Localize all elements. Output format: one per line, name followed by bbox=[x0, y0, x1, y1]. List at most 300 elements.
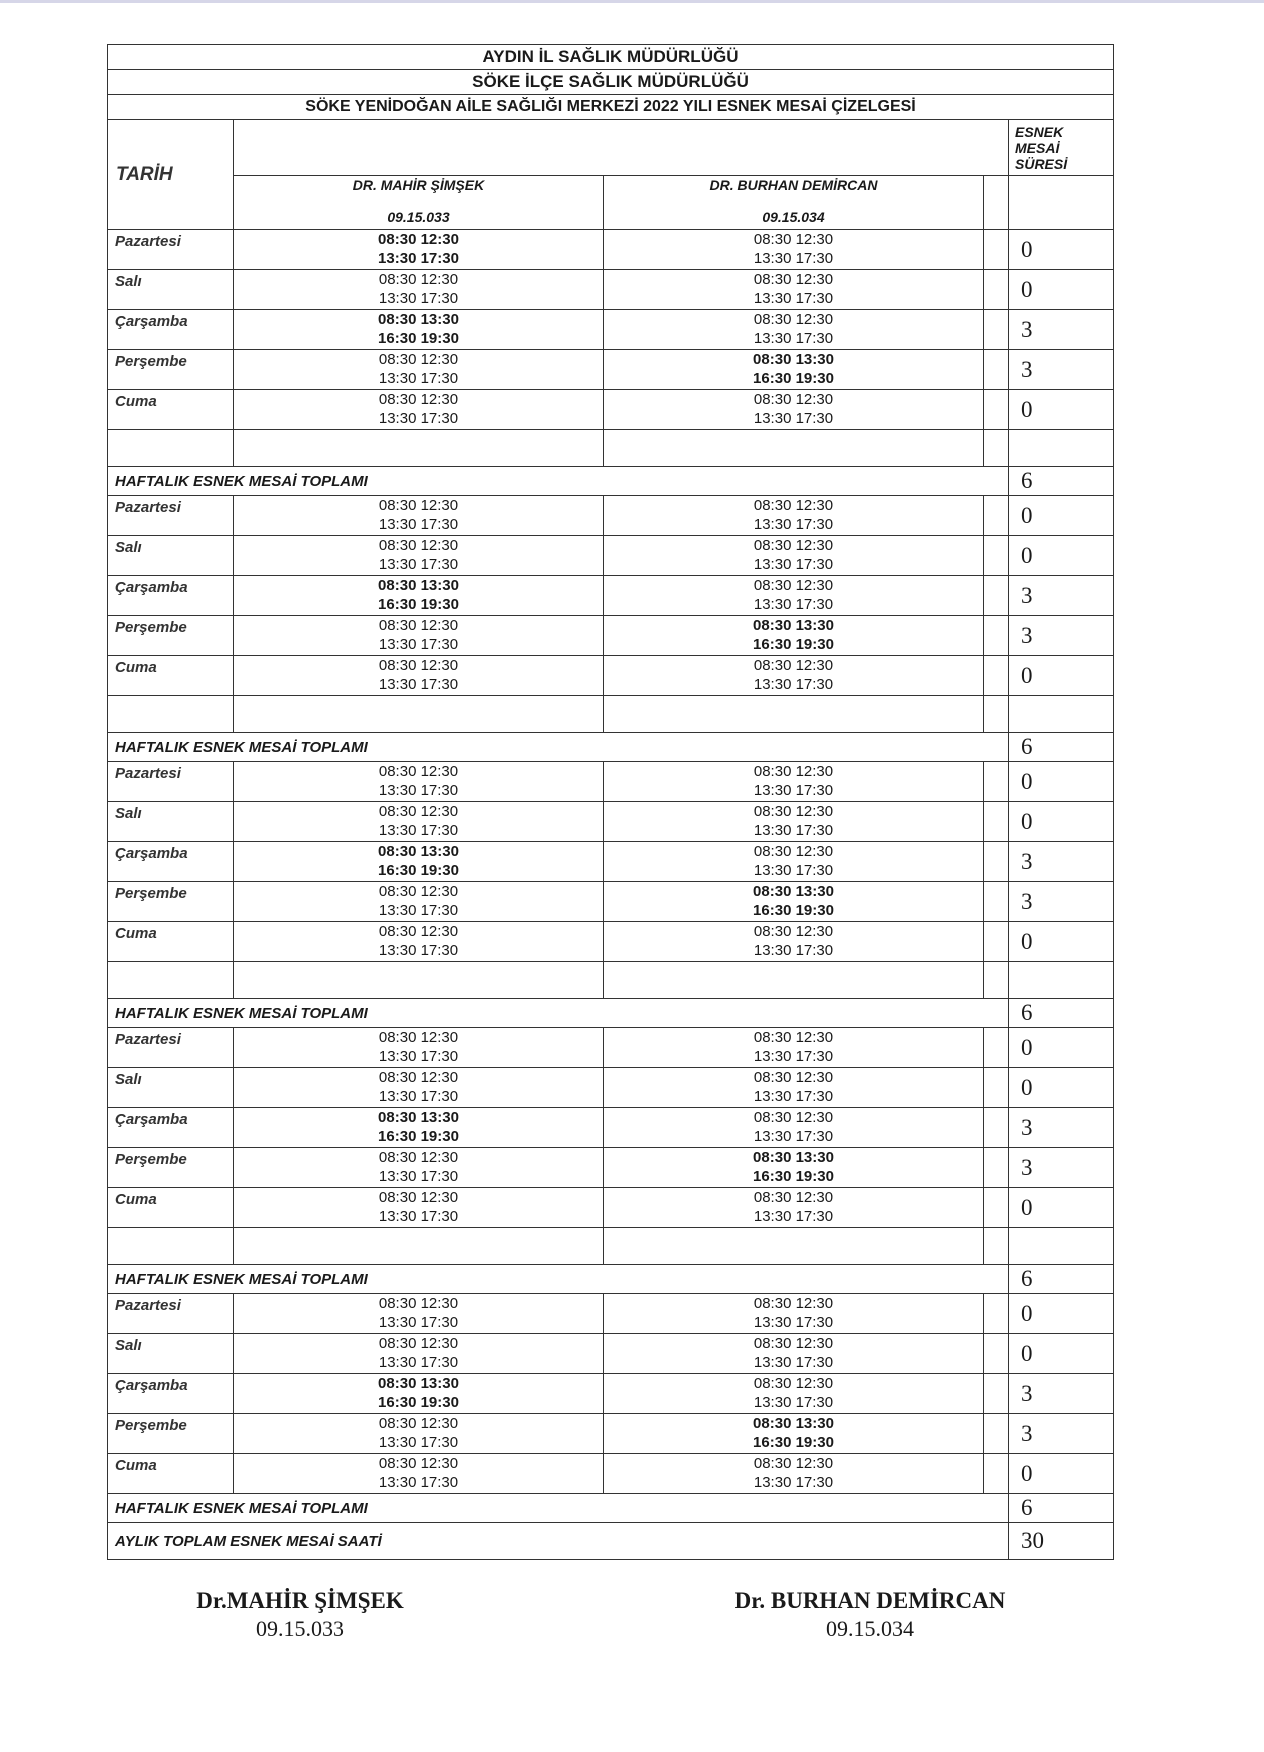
doctor1-hours-cell bbox=[234, 1414, 604, 1454]
doctor2-hours-cell bbox=[604, 802, 984, 842]
time-range: 08:30 12:30 bbox=[753, 1069, 834, 1086]
day-cell: Salı bbox=[108, 1068, 234, 1108]
header-blank bbox=[234, 120, 1009, 176]
time-range: 08:30 12:30 bbox=[753, 1375, 834, 1392]
doctor1-hours-cell bbox=[234, 576, 604, 616]
day-cell: Çarşamba bbox=[108, 1108, 234, 1148]
spacer-cell bbox=[604, 430, 984, 467]
narrow-cell bbox=[984, 576, 1009, 616]
doctor2-name: DR. BURHAN DEMİRCAN bbox=[709, 177, 878, 193]
weekly-total-value: 6 bbox=[1009, 733, 1114, 762]
time-range: 08:30 12:30 bbox=[378, 497, 459, 514]
narrow-cell bbox=[984, 1188, 1009, 1228]
weekly-total-row bbox=[108, 1494, 1114, 1523]
signature-right-name: Dr. BURHAN DEMİRCAN bbox=[734, 1588, 1006, 1613]
weekly-total-label: HAFTALIK ESNEK MESAİ TOPLAMI bbox=[108, 1494, 1009, 1523]
table-row bbox=[108, 230, 1114, 270]
flex-hours-cell: 0 bbox=[1009, 1334, 1114, 1374]
doctor1-hours-cell bbox=[234, 496, 604, 536]
header-line-1: AYDIN İL SAĞLIK MÜDÜRLÜĞÜ bbox=[108, 45, 1114, 70]
time-range: 16:30 19:30 bbox=[753, 902, 834, 919]
doctor1-hours-cell bbox=[234, 762, 604, 802]
time-range: 08:30 12:30 bbox=[378, 351, 459, 368]
spacer-row bbox=[108, 962, 1114, 999]
time-range: 13:30 17:30 bbox=[378, 942, 459, 959]
spacer-cell bbox=[108, 430, 234, 467]
time-range: 08:30 12:30 bbox=[378, 271, 459, 288]
doctor2-hours-cell bbox=[604, 616, 984, 656]
doctor1-hours-cell bbox=[234, 1334, 604, 1374]
time-range: 08:30 12:30 bbox=[378, 1149, 459, 1166]
day-cell: Pazartesi bbox=[108, 1294, 234, 1334]
doctor1-hours-cell bbox=[234, 310, 604, 350]
header-line-3: SÖKE YENİDOĞAN AİLE SAĞLIĞI MERKEZİ 2022 YILI ESNEK MESAİ ÇİZELGESİ bbox=[108, 95, 1114, 120]
doctor2-hours-cell bbox=[604, 576, 984, 616]
time-range: 08:30 12:30 bbox=[378, 537, 459, 554]
narrow-cell bbox=[984, 882, 1009, 922]
doctor1-hours-cell bbox=[234, 882, 604, 922]
doctor2-hours-cell bbox=[604, 1028, 984, 1068]
table-row bbox=[108, 656, 1114, 696]
doctor1-hours-cell bbox=[234, 1148, 604, 1188]
weekly-total-row bbox=[108, 733, 1114, 762]
header-line-2: SÖKE İLÇE SAĞLIK MÜDÜRLÜĞÜ bbox=[108, 70, 1114, 95]
time-range: 08:30 12:30 bbox=[378, 1335, 459, 1352]
day-cell: Perşembe bbox=[108, 1414, 234, 1454]
table-row bbox=[108, 1028, 1114, 1068]
day-cell: Cuma bbox=[108, 1454, 234, 1494]
table-row bbox=[108, 1454, 1114, 1494]
flex-hours-cell: 0 bbox=[1009, 802, 1114, 842]
doctor2-hours-cell bbox=[604, 1334, 984, 1374]
day-cell: Salı bbox=[108, 1334, 234, 1374]
flex-hours-cell: 0 bbox=[1009, 762, 1114, 802]
weekly-total-value: 6 bbox=[1009, 1265, 1114, 1294]
narrow-cell bbox=[984, 1414, 1009, 1454]
doctor2-hours-cell bbox=[604, 1068, 984, 1108]
time-range: 08:30 12:30 bbox=[378, 923, 459, 940]
time-range: 08:30 12:30 bbox=[753, 923, 834, 940]
time-range: 08:30 12:30 bbox=[753, 311, 834, 328]
flex-hours-cell: 3 bbox=[1009, 1374, 1114, 1414]
time-range: 08:30 12:30 bbox=[378, 1029, 459, 1046]
day-cell: Cuma bbox=[108, 390, 234, 430]
doctor1-hours-cell bbox=[234, 1454, 604, 1494]
tarih-header: TARİH bbox=[108, 120, 234, 230]
time-range: 13:30 17:30 bbox=[378, 822, 459, 839]
time-range: 08:30 12:30 bbox=[378, 1189, 459, 1206]
time-range: 08:30 12:30 bbox=[753, 1335, 834, 1352]
flex-hours-cell: 0 bbox=[1009, 922, 1114, 962]
table-row bbox=[108, 1148, 1114, 1188]
time-range: 13:30 17:30 bbox=[753, 596, 834, 613]
doctor1-hours-cell bbox=[234, 1068, 604, 1108]
doctor2-hours-cell bbox=[604, 842, 984, 882]
time-range: 08:30 12:30 bbox=[753, 657, 834, 674]
time-range: 13:30 17:30 bbox=[378, 250, 459, 267]
time-range: 16:30 19:30 bbox=[753, 1434, 834, 1451]
doctor1-hours-cell bbox=[234, 536, 604, 576]
table-row bbox=[108, 536, 1114, 576]
spacer-cell bbox=[984, 696, 1009, 733]
flex-hours-cell: 0 bbox=[1009, 1454, 1114, 1494]
table-row bbox=[108, 1188, 1114, 1228]
doctor2-hours-cell bbox=[604, 536, 984, 576]
table-row bbox=[108, 842, 1114, 882]
time-range: 13:30 17:30 bbox=[378, 782, 459, 799]
signature-left-name: Dr.MAHİR ŞİMŞEK bbox=[196, 1588, 404, 1613]
time-range: 08:30 13:30 bbox=[753, 617, 834, 634]
doctor1-hours-cell bbox=[234, 1294, 604, 1334]
time-range: 08:30 12:30 bbox=[753, 1295, 834, 1312]
narrow-cell bbox=[984, 762, 1009, 802]
doctor1-hours-cell bbox=[234, 802, 604, 842]
doctor2-header bbox=[604, 176, 984, 230]
doctor1-hours-cell bbox=[234, 350, 604, 390]
table-row bbox=[108, 390, 1114, 430]
flex-hours-cell: 3 bbox=[1009, 616, 1114, 656]
time-range: 08:30 12:30 bbox=[378, 617, 459, 634]
narrow-cell bbox=[984, 656, 1009, 696]
esnek-col-blank bbox=[1009, 176, 1114, 230]
spacer-cell bbox=[108, 962, 234, 999]
spacer-cell bbox=[984, 1228, 1009, 1265]
narrow-cell bbox=[984, 1454, 1009, 1494]
flex-hours-cell: 3 bbox=[1009, 1148, 1114, 1188]
time-range: 08:30 12:30 bbox=[378, 803, 459, 820]
time-range: 13:30 17:30 bbox=[753, 862, 834, 879]
day-cell: Perşembe bbox=[108, 616, 234, 656]
esnek-header-line-2: MESAİ bbox=[1015, 140, 1060, 156]
spacer-cell bbox=[984, 430, 1009, 467]
spacer-cell bbox=[234, 962, 604, 999]
time-range: 13:30 17:30 bbox=[753, 1208, 834, 1225]
monthly-total-value: 30 bbox=[1009, 1523, 1114, 1560]
narrow-cell bbox=[984, 390, 1009, 430]
time-range: 08:30 12:30 bbox=[378, 657, 459, 674]
time-range: 08:30 12:30 bbox=[753, 803, 834, 820]
narrow-col-blank bbox=[984, 176, 1009, 230]
flex-hours-cell: 0 bbox=[1009, 230, 1114, 270]
time-range: 16:30 19:30 bbox=[378, 1394, 459, 1411]
doctor2-hours-cell bbox=[604, 1414, 984, 1454]
doctor2-code: 09.15.034 bbox=[762, 209, 825, 225]
doctor1-hours-cell bbox=[234, 842, 604, 882]
flex-hours-cell: 0 bbox=[1009, 536, 1114, 576]
time-range: 08:30 12:30 bbox=[753, 763, 834, 780]
table-row bbox=[108, 576, 1114, 616]
day-cell: Salı bbox=[108, 270, 234, 310]
day-cell: Pazartesi bbox=[108, 496, 234, 536]
weekly-total-label: HAFTALIK ESNEK MESAİ TOPLAMI bbox=[108, 999, 1009, 1028]
time-range: 08:30 13:30 bbox=[378, 1109, 459, 1126]
spacer-row bbox=[108, 1228, 1114, 1265]
doctor1-hours-cell bbox=[234, 616, 604, 656]
doctor2-hours-cell bbox=[604, 270, 984, 310]
doctor2-hours-cell bbox=[604, 1108, 984, 1148]
doctor1-hours-cell bbox=[234, 390, 604, 430]
time-range: 13:30 17:30 bbox=[378, 1314, 459, 1331]
doctor2-hours-cell bbox=[604, 882, 984, 922]
time-range: 13:30 17:30 bbox=[378, 290, 459, 307]
doctor2-hours-cell bbox=[604, 1454, 984, 1494]
doctor2-hours-cell bbox=[604, 390, 984, 430]
doctor1-hours-cell bbox=[234, 922, 604, 962]
monthly-total-row bbox=[108, 1523, 1114, 1560]
narrow-cell bbox=[984, 310, 1009, 350]
time-range: 13:30 17:30 bbox=[753, 1394, 834, 1411]
signature-right-code: 09.15.034 bbox=[826, 1616, 914, 1641]
spacer-cell bbox=[1009, 696, 1114, 733]
time-range: 08:30 12:30 bbox=[378, 883, 459, 900]
flex-hours-cell: 0 bbox=[1009, 390, 1114, 430]
flex-hours-cell: 3 bbox=[1009, 882, 1114, 922]
day-cell: Çarşamba bbox=[108, 1374, 234, 1414]
time-range: 13:30 17:30 bbox=[753, 516, 834, 533]
time-range: 08:30 12:30 bbox=[378, 1415, 459, 1432]
day-cell: Perşembe bbox=[108, 1148, 234, 1188]
table-row bbox=[108, 762, 1114, 802]
day-cell: Salı bbox=[108, 802, 234, 842]
table-row bbox=[108, 802, 1114, 842]
flex-hours-cell: 0 bbox=[1009, 270, 1114, 310]
time-range: 13:30 17:30 bbox=[378, 902, 459, 919]
narrow-cell bbox=[984, 1294, 1009, 1334]
flex-hours-cell: 3 bbox=[1009, 576, 1114, 616]
schedule-table bbox=[107, 44, 1114, 1560]
narrow-cell bbox=[984, 1148, 1009, 1188]
day-cell: Perşembe bbox=[108, 350, 234, 390]
time-range: 08:30 12:30 bbox=[753, 537, 834, 554]
narrow-cell bbox=[984, 842, 1009, 882]
signature-left-code: 09.15.033 bbox=[256, 1616, 344, 1641]
time-range: 13:30 17:30 bbox=[753, 330, 834, 347]
narrow-cell bbox=[984, 1068, 1009, 1108]
table-row bbox=[108, 1414, 1114, 1454]
time-range: 08:30 12:30 bbox=[753, 843, 834, 860]
time-range: 08:30 12:30 bbox=[378, 391, 459, 408]
table-row bbox=[108, 1374, 1114, 1414]
spacer-cell bbox=[108, 1228, 234, 1265]
time-range: 08:30 12:30 bbox=[378, 763, 459, 780]
table-row bbox=[108, 496, 1114, 536]
doctor1-code: 09.15.033 bbox=[387, 209, 450, 225]
weekly-total-row bbox=[108, 999, 1114, 1028]
doctor1-name: DR. MAHİR ŞİMŞEK bbox=[352, 177, 485, 193]
time-range: 13:30 17:30 bbox=[753, 822, 834, 839]
doctor2-hours-cell bbox=[604, 350, 984, 390]
spacer-row bbox=[108, 696, 1114, 733]
time-range: 08:30 13:30 bbox=[753, 883, 834, 900]
day-cell: Salı bbox=[108, 536, 234, 576]
esnek-header-line-3: SÜRESİ bbox=[1015, 156, 1068, 172]
time-range: 13:30 17:30 bbox=[378, 516, 459, 533]
time-range: 13:30 17:30 bbox=[753, 942, 834, 959]
flex-hours-cell: 0 bbox=[1009, 656, 1114, 696]
time-range: 16:30 19:30 bbox=[378, 1128, 459, 1145]
weekly-total-value: 6 bbox=[1009, 1494, 1114, 1523]
time-range: 08:30 12:30 bbox=[753, 271, 834, 288]
day-cell: Pazartesi bbox=[108, 762, 234, 802]
time-range: 13:30 17:30 bbox=[753, 1088, 834, 1105]
spacer-cell bbox=[604, 696, 984, 733]
weekly-total-value: 6 bbox=[1009, 999, 1114, 1028]
spacer-cell bbox=[1009, 1228, 1114, 1265]
time-range: 08:30 12:30 bbox=[753, 497, 834, 514]
table-row bbox=[108, 1108, 1114, 1148]
time-range: 08:30 13:30 bbox=[753, 1149, 834, 1166]
day-cell: Çarşamba bbox=[108, 310, 234, 350]
narrow-cell bbox=[984, 270, 1009, 310]
time-range: 13:30 17:30 bbox=[753, 1048, 834, 1065]
time-range: 13:30 17:30 bbox=[378, 636, 459, 653]
signature-left bbox=[150, 1588, 450, 1642]
time-range: 16:30 19:30 bbox=[753, 1168, 834, 1185]
day-cell: Perşembe bbox=[108, 882, 234, 922]
time-range: 08:30 12:30 bbox=[753, 1109, 834, 1126]
time-range: 13:30 17:30 bbox=[753, 556, 834, 573]
narrow-cell bbox=[984, 536, 1009, 576]
time-range: 08:30 12:30 bbox=[378, 1069, 459, 1086]
time-range: 13:30 17:30 bbox=[378, 1354, 459, 1371]
doctor1-hours-cell bbox=[234, 1188, 604, 1228]
time-range: 13:30 17:30 bbox=[378, 410, 459, 427]
table-row bbox=[108, 310, 1114, 350]
flex-hours-cell: 0 bbox=[1009, 1068, 1114, 1108]
time-range: 08:30 12:30 bbox=[753, 1455, 834, 1472]
time-range: 13:30 17:30 bbox=[753, 1128, 834, 1145]
spacer-cell bbox=[984, 962, 1009, 999]
doctor2-hours-cell bbox=[604, 1188, 984, 1228]
time-range: 16:30 19:30 bbox=[378, 596, 459, 613]
day-cell: Cuma bbox=[108, 1188, 234, 1228]
esnek-header-line-1: ESNEK bbox=[1015, 124, 1064, 140]
narrow-cell bbox=[984, 1028, 1009, 1068]
time-range: 13:30 17:30 bbox=[753, 782, 834, 799]
doctor2-hours-cell bbox=[604, 1148, 984, 1188]
table-row bbox=[108, 882, 1114, 922]
time-range: 08:30 12:30 bbox=[753, 1189, 834, 1206]
spacer-cell bbox=[604, 962, 984, 999]
doctor2-hours-cell bbox=[604, 230, 984, 270]
day-cell: Pazartesi bbox=[108, 1028, 234, 1068]
weekly-total-value: 6 bbox=[1009, 467, 1114, 496]
table-row bbox=[108, 1068, 1114, 1108]
doctor2-hours-cell bbox=[604, 1294, 984, 1334]
time-range: 13:30 17:30 bbox=[378, 556, 459, 573]
narrow-cell bbox=[984, 1374, 1009, 1414]
time-range: 13:30 17:30 bbox=[753, 410, 834, 427]
time-range: 08:30 12:30 bbox=[753, 231, 834, 248]
scan-top-edge bbox=[0, 0, 1264, 3]
time-range: 13:30 17:30 bbox=[378, 1434, 459, 1451]
time-range: 13:30 17:30 bbox=[753, 1314, 834, 1331]
time-range: 16:30 19:30 bbox=[753, 636, 834, 653]
narrow-cell bbox=[984, 616, 1009, 656]
schedule-body bbox=[108, 45, 1114, 1560]
time-range: 13:30 17:30 bbox=[378, 1088, 459, 1105]
weekly-total-row bbox=[108, 467, 1114, 496]
doctor1-hours-cell bbox=[234, 270, 604, 310]
narrow-cell bbox=[984, 922, 1009, 962]
spacer-cell bbox=[108, 696, 234, 733]
spacer-cell bbox=[1009, 962, 1114, 999]
time-range: 13:30 17:30 bbox=[378, 676, 459, 693]
day-cell: Pazartesi bbox=[108, 230, 234, 270]
doctor2-hours-cell bbox=[604, 1374, 984, 1414]
doctor1-hours-cell bbox=[234, 1108, 604, 1148]
narrow-cell bbox=[984, 496, 1009, 536]
spacer-row bbox=[108, 430, 1114, 467]
table-row bbox=[108, 616, 1114, 656]
flex-hours-cell: 0 bbox=[1009, 1294, 1114, 1334]
doctor1-hours-cell bbox=[234, 1028, 604, 1068]
time-range: 08:30 13:30 bbox=[378, 843, 459, 860]
day-cell: Çarşamba bbox=[108, 842, 234, 882]
table-row bbox=[108, 1294, 1114, 1334]
time-range: 08:30 13:30 bbox=[753, 351, 834, 368]
spacer-cell bbox=[234, 430, 604, 467]
weekly-total-row bbox=[108, 1265, 1114, 1294]
schedule-document bbox=[107, 44, 1113, 1560]
weekly-total-label: HAFTALIK ESNEK MESAİ TOPLAMI bbox=[108, 1265, 1009, 1294]
flex-hours-cell: 3 bbox=[1009, 310, 1114, 350]
time-range: 08:30 12:30 bbox=[753, 391, 834, 408]
time-range: 08:30 13:30 bbox=[378, 311, 459, 328]
time-range: 13:30 17:30 bbox=[378, 1048, 459, 1065]
doctor2-hours-cell bbox=[604, 762, 984, 802]
flex-hours-cell: 3 bbox=[1009, 350, 1114, 390]
table-row bbox=[108, 1334, 1114, 1374]
day-cell: Cuma bbox=[108, 922, 234, 962]
day-cell: Cuma bbox=[108, 656, 234, 696]
narrow-cell bbox=[984, 350, 1009, 390]
time-range: 13:30 17:30 bbox=[753, 1354, 834, 1371]
time-range: 13:30 17:30 bbox=[753, 290, 834, 307]
time-range: 13:30 17:30 bbox=[378, 370, 459, 387]
spacer-cell bbox=[234, 696, 604, 733]
time-range: 08:30 12:30 bbox=[753, 577, 834, 594]
time-range: 08:30 12:30 bbox=[378, 231, 459, 248]
time-range: 16:30 19:30 bbox=[378, 862, 459, 879]
doctor2-hours-cell bbox=[604, 656, 984, 696]
doctor2-hours-cell bbox=[604, 922, 984, 962]
doctor2-hours-cell bbox=[604, 310, 984, 350]
time-range: 08:30 12:30 bbox=[753, 1029, 834, 1046]
time-range: 08:30 12:30 bbox=[378, 1455, 459, 1472]
doctor1-hours-cell bbox=[234, 656, 604, 696]
doctor1-hours-cell bbox=[234, 230, 604, 270]
flex-hours-cell: 0 bbox=[1009, 496, 1114, 536]
time-range: 13:30 17:30 bbox=[378, 1208, 459, 1225]
weekly-total-label: HAFTALIK ESNEK MESAİ TOPLAMI bbox=[108, 733, 1009, 762]
flex-hours-cell: 0 bbox=[1009, 1188, 1114, 1228]
flex-hours-cell: 0 bbox=[1009, 1028, 1114, 1068]
narrow-cell bbox=[984, 802, 1009, 842]
narrow-cell bbox=[984, 1334, 1009, 1374]
time-range: 13:30 17:30 bbox=[378, 1168, 459, 1185]
time-range: 08:30 13:30 bbox=[378, 577, 459, 594]
narrow-cell bbox=[984, 1108, 1009, 1148]
spacer-cell bbox=[234, 1228, 604, 1265]
spacer-cell bbox=[1009, 430, 1114, 467]
monthly-total-label: AYLIK TOPLAM ESNEK MESAİ SAATİ bbox=[108, 1523, 1009, 1560]
flex-hours-cell: 3 bbox=[1009, 1108, 1114, 1148]
table-row bbox=[108, 350, 1114, 390]
time-range: 16:30 19:30 bbox=[753, 370, 834, 387]
doctor1-header bbox=[234, 176, 604, 230]
time-range: 13:30 17:30 bbox=[753, 250, 834, 267]
